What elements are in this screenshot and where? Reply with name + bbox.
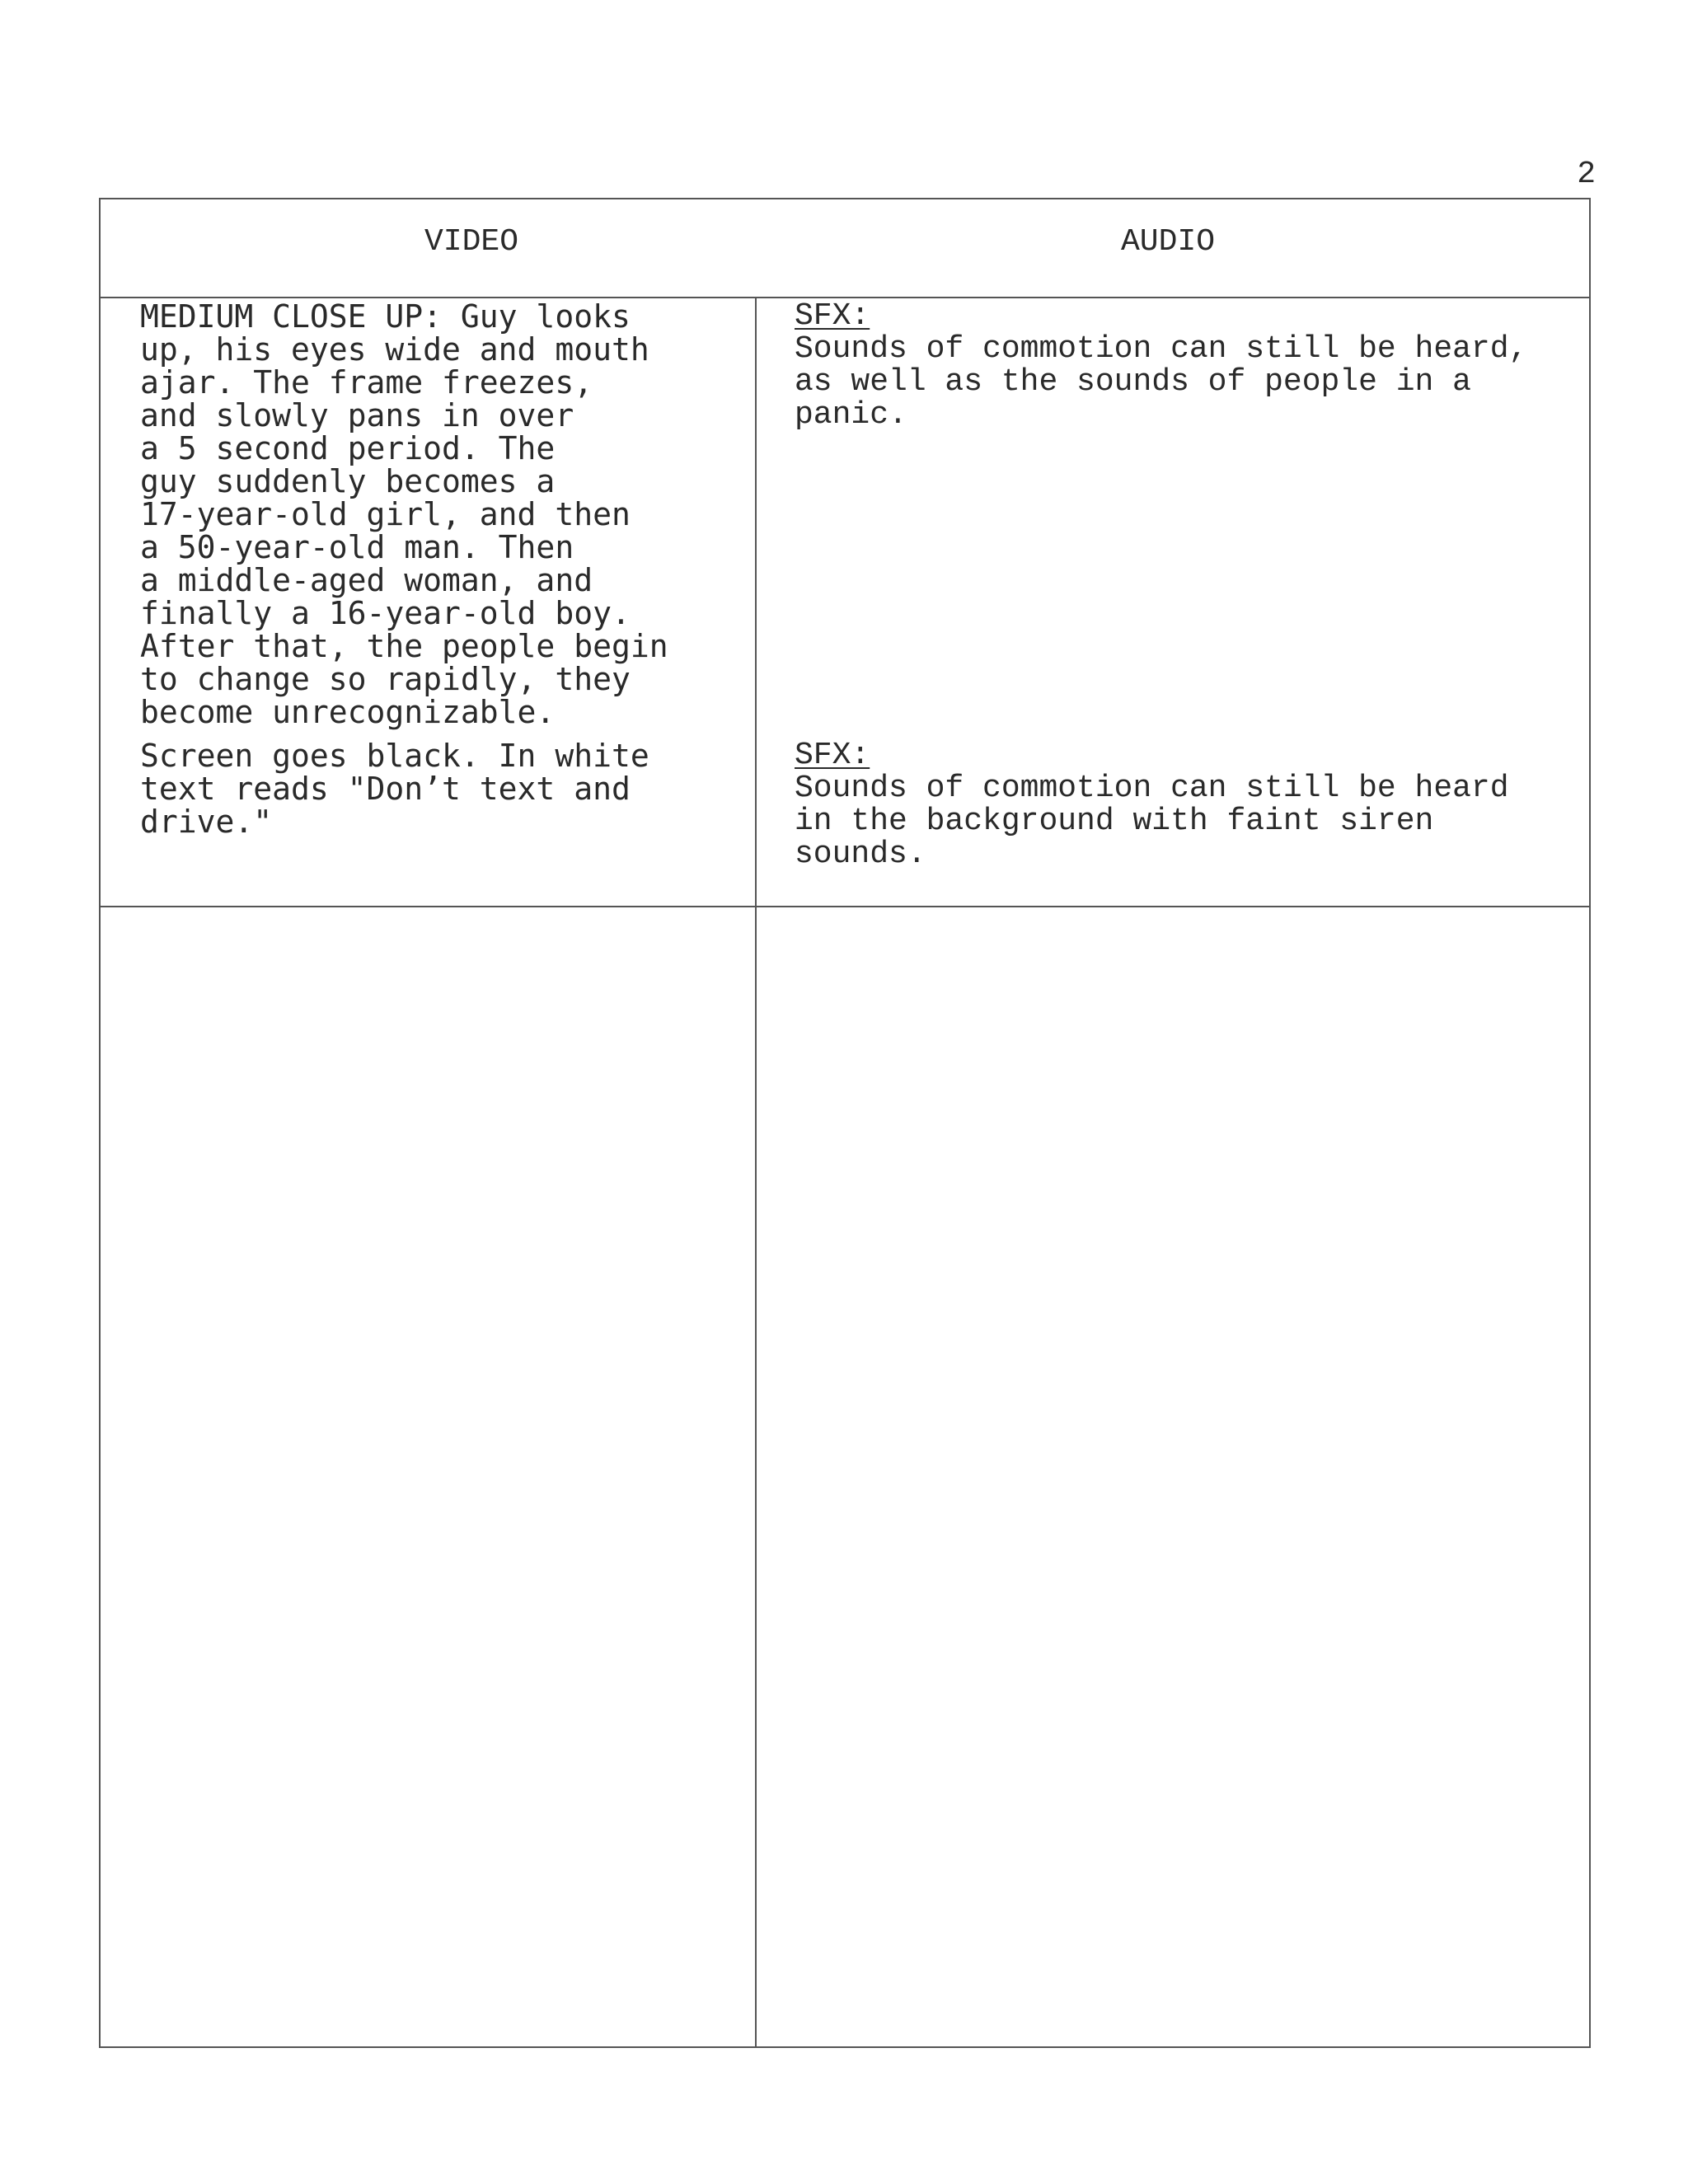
page-number: 2	[1577, 157, 1596, 192]
sfx-label: SFX:	[795, 738, 870, 773]
video-cell-1: MEDIUM CLOSE UP: Guy looks up, his eyes wide and mouth ajar. The frame freezes, and slowly pans in over a 5 second period. The guy suddenly becomes a 17-year-old girl, and then a 50-year-old man. Then a middle-aged woman, and finally a 16-year-old boy. After that, the people begin to change so rapidly, they become unrecognizable.	[140, 298, 668, 730]
audio-text: Sounds of commotion can still be heard in the background with faint siren sounds.	[795, 771, 1509, 872]
table-header-row	[101, 199, 1589, 298]
av-script-table	[99, 198, 1591, 2048]
sfx-label: SFX:	[795, 298, 870, 334]
audio-text: Sounds of commotion can still be heard, as well as the sounds of people in a panic.	[795, 331, 1528, 433]
column-divider	[755, 298, 757, 2046]
audio-cell-2	[795, 739, 1509, 871]
video-cell-2: Screen goes black. In white text reads "Don’t text and drive."	[140, 738, 649, 840]
audio-cell-1	[795, 300, 1527, 432]
audio-column-header: AUDIO	[1120, 224, 1216, 260]
video-column-header: VIDEO	[424, 224, 519, 260]
row-divider	[101, 906, 1589, 907]
